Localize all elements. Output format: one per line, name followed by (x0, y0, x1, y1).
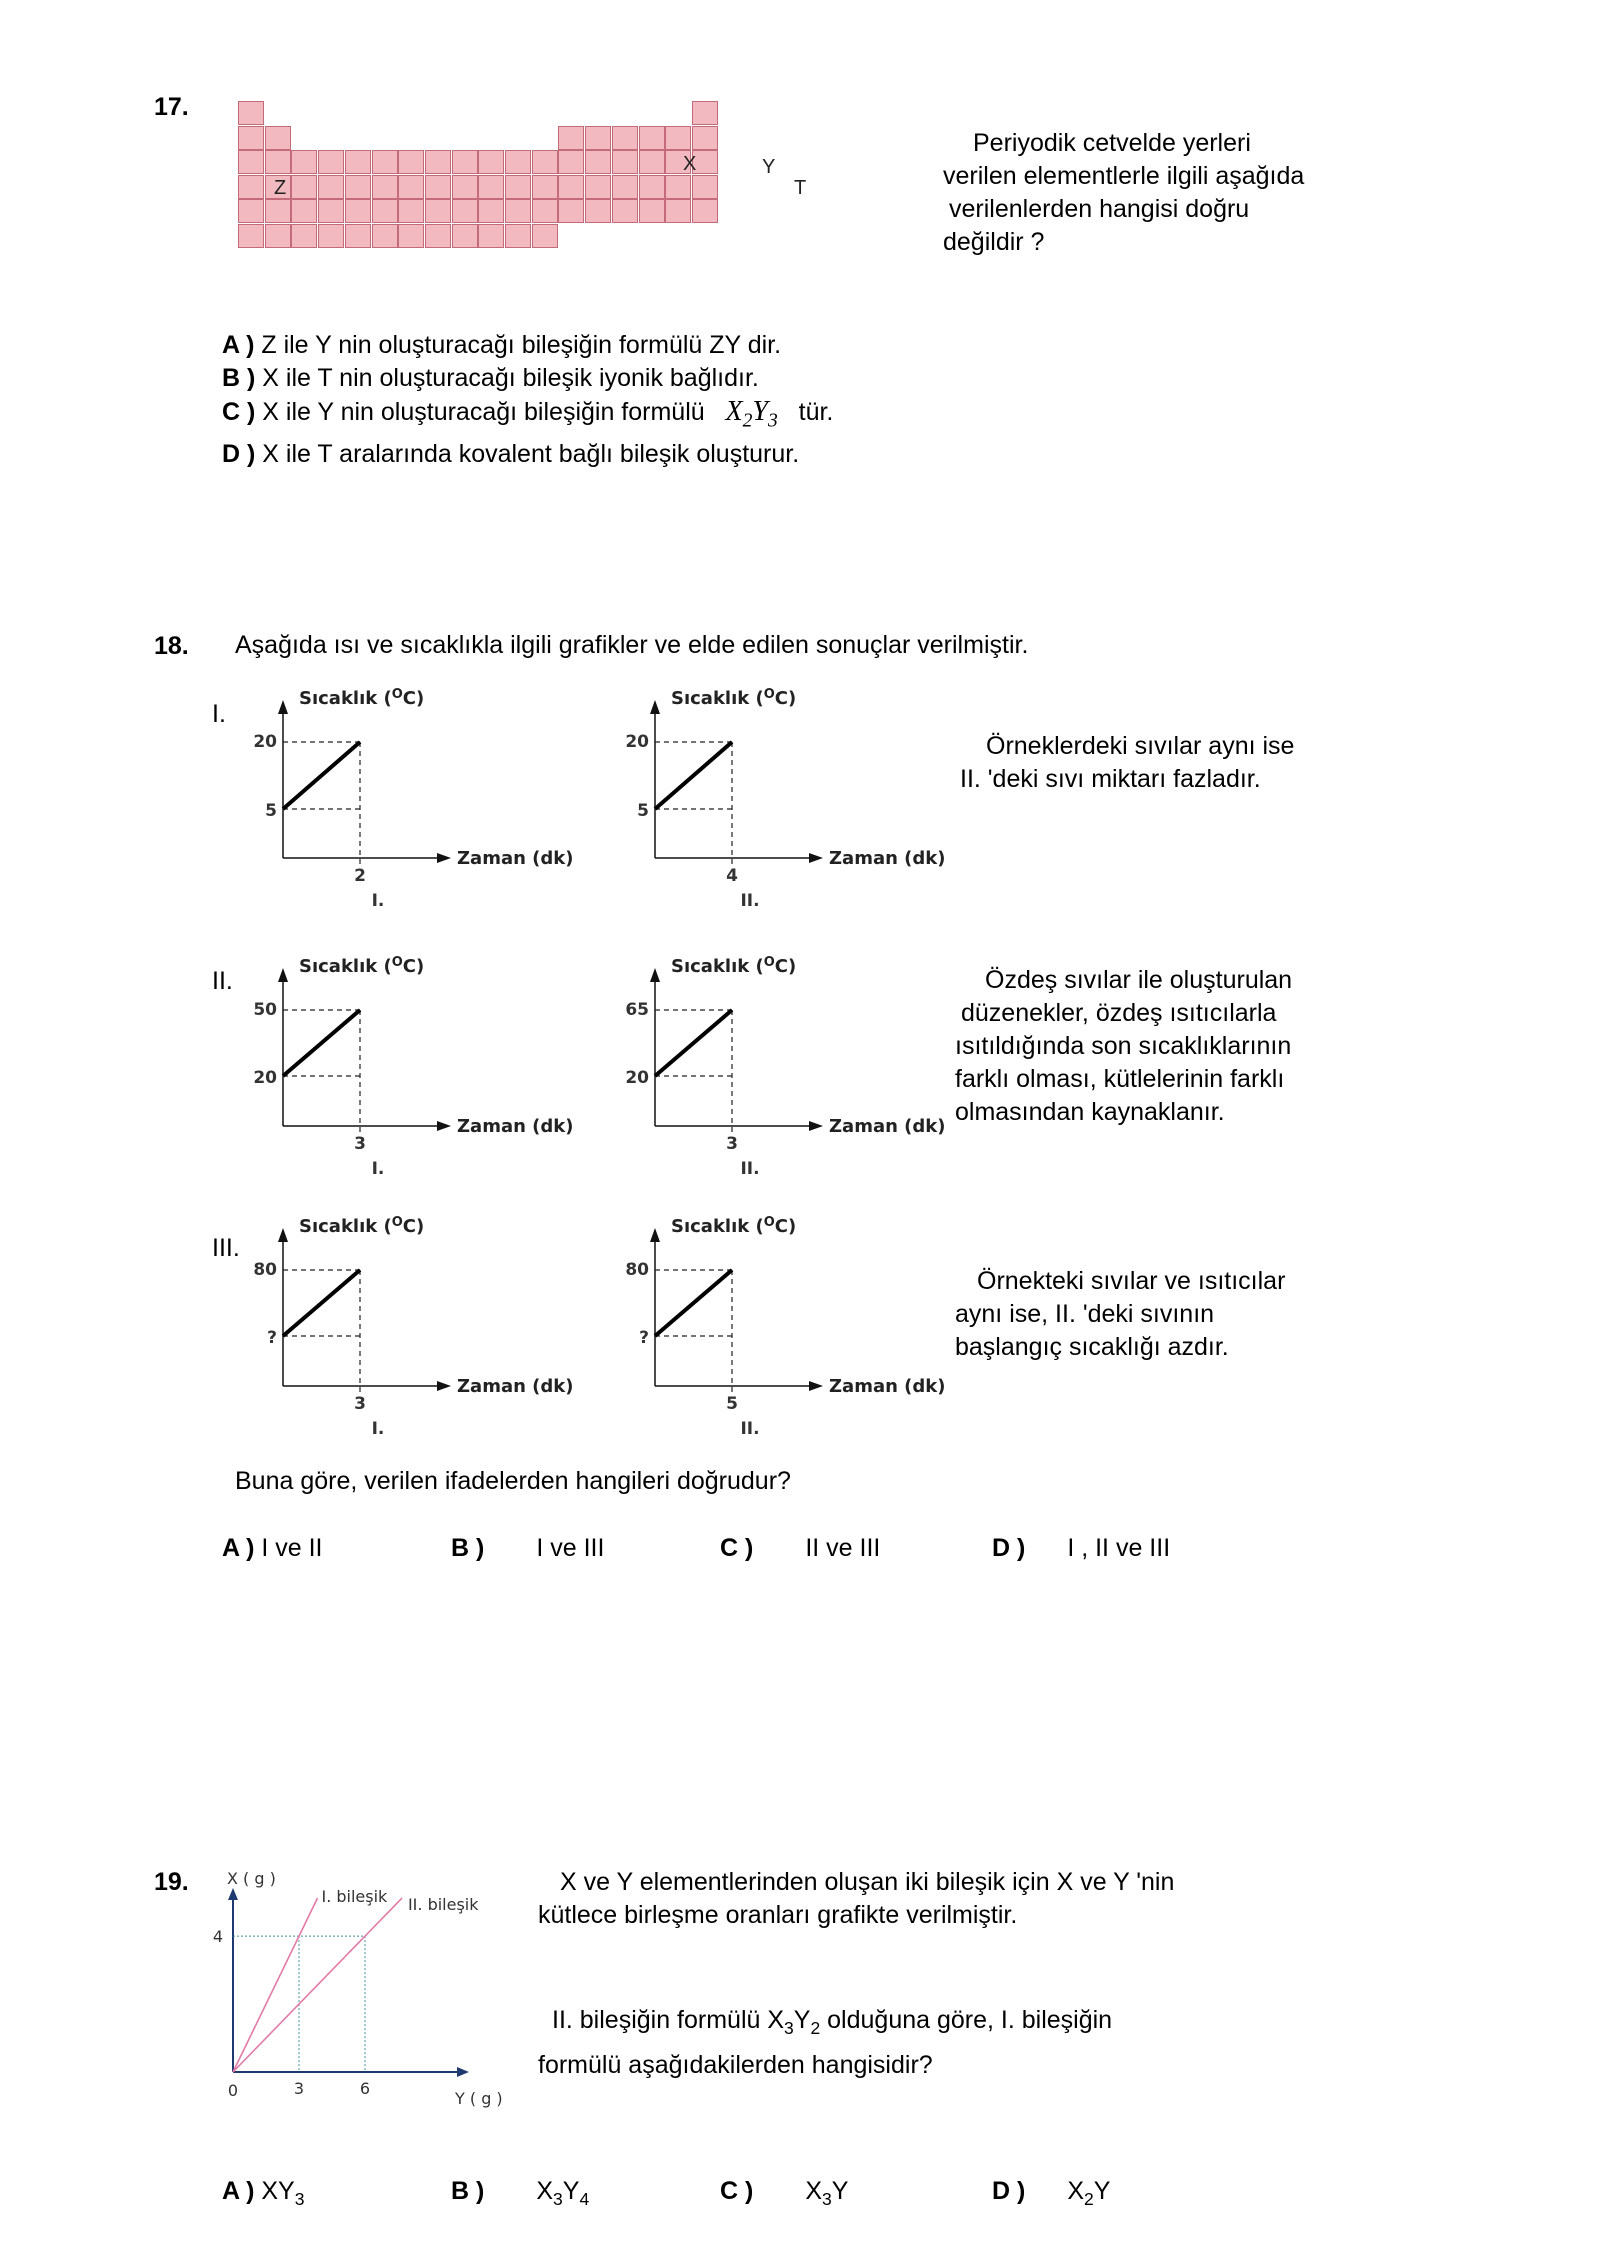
periodic-table-cell (452, 199, 478, 223)
graph-caption: II. (740, 891, 760, 911)
q17-options (222, 329, 833, 471)
series-line-2 (233, 1898, 402, 2072)
periodic-table-cell (505, 175, 531, 199)
x-tick: 2 (354, 866, 366, 886)
formula-sub: 3 (822, 2189, 832, 2209)
q17-prompt (943, 127, 1304, 259)
periodic-table-cell (265, 126, 291, 150)
axis-y-unit: C) (774, 1216, 797, 1237)
formula-sub: 3 (768, 410, 778, 432)
periodic-table-cell (318, 224, 344, 248)
statement-line: ısıtıldığında son sıcaklıklarının (955, 1032, 1292, 1060)
y-tick-low: 5 (265, 801, 277, 821)
option-letter: C ) (720, 2177, 754, 2205)
periodic-table-cell (318, 150, 344, 174)
series-label-2: II. bileşik (407, 1895, 479, 1915)
axis-x-title: Zaman (dk) (457, 1376, 574, 1397)
periodic-table-cell (612, 150, 638, 174)
periodic-table-cell (558, 199, 584, 223)
q18-option-c[interactable] (720, 1532, 880, 1565)
temperature-line (283, 1270, 360, 1336)
y-axis-arrow-icon (278, 968, 288, 982)
periodic-table-cell (532, 150, 558, 174)
q19-mass-ratio-chart (205, 1869, 503, 2110)
periodic-table-cell (558, 126, 584, 150)
formula-part: Y (1093, 2177, 1111, 2205)
x-axis-arrow-icon (809, 1121, 823, 1131)
formula-sub: 3 (553, 2189, 563, 2209)
periodic-table-cell (532, 175, 558, 199)
y-tick-low: ? (267, 1328, 277, 1348)
periodic-table-cell (318, 199, 344, 223)
y-axis-arrow-icon (650, 968, 660, 982)
periodic-table-cell (425, 150, 451, 174)
y-tick-high: 20 (625, 732, 649, 752)
periodic-table-cell (585, 150, 611, 174)
q17-prompt-line-1: Periyodik cetvelde yerleri (973, 129, 1251, 157)
q17-option-c[interactable] (222, 395, 833, 438)
y-tick-high: 80 (625, 1260, 649, 1280)
statement-line: aynı ise, II. 'deki sıvının (955, 1300, 1215, 1328)
x-tick: 5 (726, 1394, 738, 1414)
option-letter: D ) (992, 2177, 1026, 2205)
periodic-table-cell (478, 150, 504, 174)
periodic-table-cell (505, 150, 531, 174)
axis-x-title: Zaman (dk) (829, 1376, 946, 1397)
periodic-table-cell (612, 199, 638, 223)
option-letter: C ) (720, 1534, 754, 1562)
y-axis-arrow-icon (278, 1228, 288, 1242)
q18-intro: Aşağıda ısı ve sıcaklıkla ilgili grafikler ve elde edilen sonuçlar verilmiştir. (235, 631, 1029, 659)
axis-y-unit: C) (402, 688, 425, 709)
periodic-table-cell (692, 101, 718, 125)
heating-graph (205, 687, 574, 920)
graph-caption: II. (740, 1159, 760, 1179)
periodic-table-cell (238, 150, 264, 174)
q17-prompt-line-3: verilenlerden hangisi doğru (949, 195, 1250, 223)
x-tick: 4 (726, 866, 738, 886)
y-axis-arrow-icon (650, 700, 660, 714)
periodic-table-cell (585, 175, 611, 199)
formula-x2y3 (725, 396, 778, 432)
option-letter: B ) (451, 1534, 485, 1562)
option-letter: B ) (222, 364, 256, 392)
element-label-z: Z (274, 177, 287, 199)
axis-y-sup: O (391, 955, 403, 970)
x-tick-6: 6 (359, 2079, 371, 2098)
periodic-table-cell (532, 224, 558, 248)
formula-part: X (1067, 2177, 1085, 2205)
formula-x: X (725, 396, 743, 427)
axis-y-unit: C) (402, 1216, 425, 1237)
option-text: Z ile Y nin oluşturacağı bileşiğin formülü ZY dir. (261, 331, 782, 359)
axis-y-title: Sıcaklık ($^O$C) (299, 1215, 425, 1237)
periodic-table-cell (238, 224, 264, 248)
periodic-table-cell (558, 150, 584, 174)
x-axis-arrow-icon (437, 1381, 451, 1391)
q19-prompt-2 (538, 2004, 1112, 2082)
periodic-table-cell (345, 150, 371, 174)
statement-line: farklı olması, kütlelerinin farklı (955, 1065, 1285, 1093)
row-roman-ii: II. (212, 967, 233, 995)
axis-y-unit: C) (774, 956, 797, 977)
heating-graph (577, 687, 946, 920)
periodic-table-cell (452, 175, 478, 199)
periodic-table-cell (505, 199, 531, 223)
formula-sub: 2 (742, 410, 753, 432)
temperature-line (283, 1010, 360, 1076)
y-tick-low: 20 (253, 1068, 277, 1088)
periodic-table-cell (478, 175, 504, 199)
series-label-1: I. bileşik (321, 1887, 388, 1907)
q18-option-b[interactable] (451, 1532, 604, 1565)
y-tick-high: 80 (253, 1260, 277, 1280)
graph-caption: I. (371, 1419, 385, 1439)
periodic-table-cell (398, 224, 424, 248)
periodic-table-cell (585, 199, 611, 223)
periodic-table-cell (639, 126, 665, 150)
option-text: X ile T aralarında kovalent bağlı bileşik oluşturur. (262, 439, 800, 468)
option-text: I ve III (536, 1534, 605, 1562)
y-tick-low: 5 (637, 801, 649, 821)
periodic-table-cell (425, 199, 451, 223)
q19-prompt2-line-2: formülü aşağıdakilerden hangisidir? (538, 2051, 933, 2079)
y-tick-high: 65 (625, 1000, 649, 1020)
periodic-table-cell (318, 175, 344, 199)
formula-part: X (805, 2177, 823, 2205)
row-roman-i: I. (212, 700, 226, 728)
element-label-t: T (794, 177, 807, 199)
axis-y-title: Sıcaklık ($^O$C) (299, 687, 425, 709)
periodic-table-cell (452, 150, 478, 174)
periodic-table-cell (291, 224, 317, 248)
option-letter: D ) (222, 439, 256, 468)
periodic-table-cell (532, 199, 558, 223)
x-tick-3: 3 (293, 2079, 305, 2098)
formula-part: XY (261, 2177, 295, 2205)
question-number-17: 17. (154, 93, 189, 121)
periodic-table-cell (372, 150, 398, 174)
periodic-table-cell (265, 199, 291, 223)
q17-option-d[interactable] (222, 438, 833, 471)
option-text: I , II ve III (1067, 1534, 1171, 1562)
element-label-y: Y (762, 156, 776, 178)
formula-y: Y (752, 396, 768, 427)
axis-y-title: Sıcaklık ($^O$C) (671, 687, 797, 709)
axis-y-sup: O (391, 1215, 403, 1230)
y-tick-low: ? (639, 1328, 649, 1348)
periodic-table-cell (585, 126, 611, 150)
q18-option-d[interactable] (992, 1532, 1170, 1565)
axis-y-title: Sıcaklık ($^O$C) (299, 955, 425, 977)
y-tick-high: 20 (253, 732, 277, 752)
y-axis-arrow-icon (228, 1888, 238, 1900)
q19-option-b[interactable] (451, 2175, 589, 2216)
formula-sub: 4 (579, 2189, 590, 2209)
graph-caption: I. (371, 1159, 385, 1179)
q17-prompt-line-2: verilen elementlerle ilgili aşağıda (943, 162, 1305, 190)
q18-statement-3 (955, 1265, 1285, 1364)
statement-line: olmasından kaynaklanır. (955, 1098, 1225, 1126)
axis-y-sup: O (763, 955, 775, 970)
x-tick-0: 0 (227, 2081, 239, 2100)
q19-prompt (538, 1866, 1174, 1932)
x-axis-arrow-icon (437, 853, 451, 863)
element-label-x: X (683, 153, 697, 175)
periodic-table-cell (372, 175, 398, 199)
y-axis-arrow-icon (278, 700, 288, 714)
periodic-table-cell (291, 199, 317, 223)
prompt-part: Y (793, 2006, 811, 2034)
axis-x-title: Zaman (dk) (829, 848, 946, 869)
periodic-table-cell (345, 199, 371, 223)
y-tick-4: 4 (212, 1927, 223, 1947)
statement-line: düzenekler, özdeş ısıtıcılarla (961, 999, 1277, 1027)
periodic-table-cell (665, 199, 691, 223)
periodic-table-cell (612, 175, 638, 199)
periodic-table-cell (398, 199, 424, 223)
axis-x-title: Zaman (dk) (829, 1116, 946, 1137)
q19-option-a[interactable] (222, 2175, 304, 2216)
statement-line: Özdeş sıvılar ile oluşturulan (985, 966, 1293, 994)
axis-x-title: Zaman (dk) (457, 848, 574, 869)
periodic-table-cell (238, 126, 264, 150)
option-text: I ve II (261, 1534, 323, 1562)
temperature-line (283, 742, 360, 809)
axis-y-sup: O (391, 687, 403, 702)
formula-sub: 3 (294, 2189, 305, 2209)
periodic-table-cell (372, 199, 398, 223)
periodic-table-cell (238, 199, 264, 223)
option-letter: A ) (222, 1534, 255, 1562)
periodic-table-cell (372, 224, 398, 248)
option-text: X ile T nin oluşturacağı bileşik iyonik bağlıdır. (262, 364, 759, 392)
periodic-table-cell (265, 224, 291, 248)
periodic-table-cell (639, 175, 665, 199)
option-letter: C ) (222, 398, 256, 426)
graph-caption: I. (371, 891, 385, 911)
periodic-table-cell (238, 101, 264, 125)
axis-y-label: X ( g ) (227, 1869, 276, 1888)
option-letter: A ) (222, 2177, 255, 2205)
statement-line: II. 'deki sıvı miktarı fazladır. (960, 765, 1261, 793)
q17-prompt-line-4: değildir ? (943, 228, 1045, 256)
y-tick-low: 20 (625, 1068, 649, 1088)
q19-option-d[interactable] (992, 2175, 1110, 2216)
temperature-line (655, 1010, 732, 1076)
x-axis-arrow-icon (809, 1381, 823, 1391)
periodic-table-cell (639, 150, 665, 174)
periodic-table-cell (452, 224, 478, 248)
heating-graph (205, 955, 574, 1188)
y-tick-high: 50 (253, 1000, 277, 1020)
periodic-table-cell (425, 224, 451, 248)
x-tick: 3 (726, 1134, 738, 1154)
periodic-table-cell (478, 224, 504, 248)
periodic-table-cell (291, 175, 317, 199)
option-text: II ve III (805, 1534, 881, 1562)
x-tick: 3 (354, 1394, 366, 1414)
periodic-table-cell (558, 175, 584, 199)
x-axis-arrow-icon (457, 2067, 469, 2077)
statement-line: Örneklerdeki sıvılar aynı ise (986, 732, 1295, 760)
question-number-19: 19. (154, 1868, 189, 1896)
q17-option-a[interactable] (222, 329, 833, 362)
periodic-table-cell (478, 199, 504, 223)
periodic-table-cell (692, 126, 718, 150)
statement-line: Örnekteki sıvılar ve ısıtıcılar (977, 1267, 1286, 1295)
prompt-part: olduğuna göre, I. bileşiğin (820, 2006, 1113, 2034)
x-axis-arrow-icon (437, 1121, 451, 1131)
x-tick: 3 (354, 1134, 366, 1154)
formula-sub: 2 (1084, 2189, 1094, 2209)
option-letter: B ) (451, 2177, 485, 2205)
prompt-part: II. bileşiğin formülü X (552, 2006, 785, 2034)
option-letter: D ) (992, 1534, 1026, 1562)
graph-caption: II. (740, 1419, 760, 1439)
question-number-18: 18. (154, 632, 189, 660)
periodic-table-cell (665, 175, 691, 199)
q19-prompt-line-2: kütlece birleşme oranları grafikte verilmiştir. (538, 1901, 1018, 1929)
periodic-table-cell (639, 199, 665, 223)
y-axis-arrow-icon (650, 1228, 660, 1242)
formula-part: Y (831, 2177, 849, 2205)
periodic-table-cell (612, 126, 638, 150)
heating-graph (577, 955, 946, 1188)
q18-statement-2 (955, 964, 1292, 1129)
q19-prompt-line-1: X ve Y elementlerinden oluşan iki bileşik için X ve Y 'nin (560, 1868, 1175, 1896)
axis-x-label: Y ( g ) (455, 2089, 503, 2108)
q19-prompt2-line-1 (538, 2004, 1112, 2045)
series-line-1 (233, 1898, 317, 2072)
axis-y-unit: C) (402, 956, 425, 977)
statement-line: başlangıç sıcaklığı azdır. (955, 1333, 1229, 1361)
q18-option-a[interactable] (222, 1532, 323, 1565)
axis-y-unit: C) (774, 688, 797, 709)
periodic-table-cell (345, 224, 371, 248)
formula-part: Y (562, 2177, 580, 2205)
axis-y-title: Sıcaklık ($^O$C) (671, 1215, 797, 1237)
axis-y-sup: O (763, 687, 775, 702)
q19-option-c[interactable] (720, 2175, 848, 2216)
row-roman-iii: III. (212, 1234, 240, 1262)
axis-y-title: Sıcaklık ($^O$C) (671, 955, 797, 977)
periodic-table-cell (398, 175, 424, 199)
axis-x-title: Zaman (dk) (457, 1116, 574, 1137)
option-text: X ile Y nin oluşturacağı bileşiğin formülü (262, 398, 705, 426)
q18-statement-1 (960, 730, 1294, 796)
periodic-table-cell (345, 175, 371, 199)
temperature-line (655, 1270, 732, 1336)
periodic-table-cell (291, 150, 317, 174)
q17-option-b[interactable] (222, 362, 833, 395)
prompt-sub: 2 (810, 2018, 821, 2038)
periodic-table-cell (265, 150, 291, 174)
periodic-table-cell (425, 175, 451, 199)
periodic-table-cell (238, 175, 264, 199)
periodic-table-cell (398, 150, 424, 174)
periodic-table-cell (692, 199, 718, 223)
periodic-table-cell (665, 126, 691, 150)
q18-question: Buna göre, verilen ifadelerden hangileri doğrudur? (235, 1467, 791, 1495)
x-axis-arrow-icon (809, 853, 823, 863)
temperature-line (655, 742, 732, 809)
periodic-table-cell (692, 175, 718, 199)
option-letter: A ) (222, 331, 255, 359)
formula-part: X (536, 2177, 554, 2205)
prompt-sub: 3 (784, 2018, 794, 2038)
periodic-table-cell (505, 224, 531, 248)
heating-graph (577, 1215, 946, 1448)
axis-y-sup: O (763, 1215, 775, 1230)
heating-graph (205, 1215, 574, 1448)
option-suffix: tür. (798, 398, 834, 426)
